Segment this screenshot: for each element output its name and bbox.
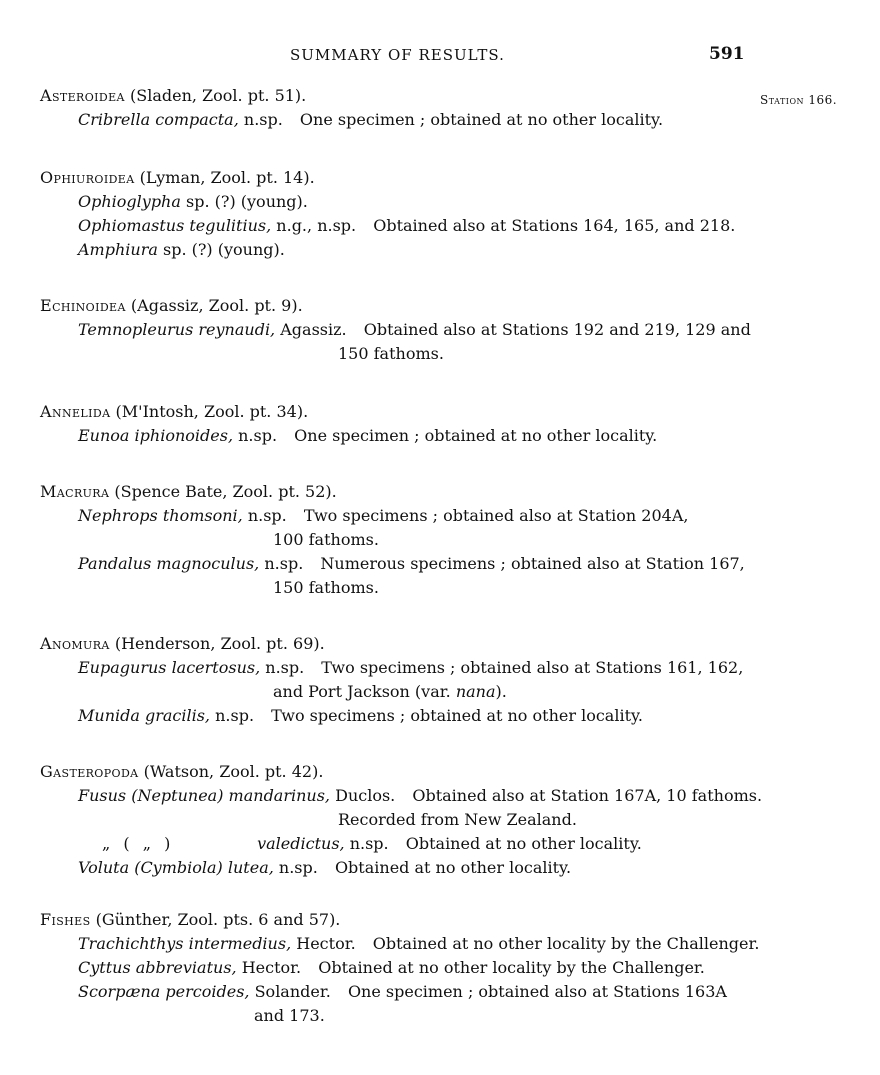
species-note: One specimen ; obtained also at Stations 163A <box>347 982 727 1001</box>
section-annelida <box>40 400 760 448</box>
species-entry <box>78 318 760 342</box>
note-continuation: 150 fathoms. <box>273 578 379 597</box>
species-name: Nephrops thomsoni, <box>78 506 243 525</box>
species-entry <box>78 656 760 680</box>
species-author: Hector. <box>241 958 302 977</box>
group-reference: (Henderson, Zool. pt. 69). <box>114 634 325 653</box>
group-name: Anomura <box>40 634 110 653</box>
species-entry <box>78 238 760 262</box>
species-name: Eunoa iphionoides, <box>78 426 234 445</box>
note-continuation: 100 fathoms. <box>273 530 379 549</box>
species-author: n.sp. <box>247 506 287 525</box>
species-note: Numerous specimens ; obtained also at Station 167, <box>320 554 745 573</box>
species-note: Obtained also at Stations 192 and 219, 129 and <box>363 320 751 339</box>
species-note: Obtained also at Stations 164, 165, and 218. <box>373 216 736 235</box>
species-entry <box>78 956 760 980</box>
note-continuation <box>273 680 760 704</box>
species-name: Cribrella compacta, <box>78 110 239 129</box>
species-author: sp. (?) (young). <box>162 240 285 259</box>
section-heading <box>40 480 760 504</box>
species-note: Two specimens ; obtained also at Station 204A, <box>303 506 689 525</box>
species-note: One specimen ; obtained at no other locality. <box>299 110 664 129</box>
section-heading <box>40 400 760 424</box>
group-name: Fishes <box>40 910 91 929</box>
note-continuation: Recorded from New Zealand. <box>338 810 577 829</box>
species-entry <box>78 784 763 808</box>
species-name: Amphiura <box>78 240 158 259</box>
species-entry <box>78 552 760 576</box>
section-gasteropoda <box>40 760 763 880</box>
section-heading <box>40 632 760 656</box>
species-name: Cyttus abbreviatus, <box>78 958 237 977</box>
species-author: n.sp. <box>349 834 389 853</box>
species-author: n.sp. <box>238 426 278 445</box>
species-name: Trachichthys intermedius, <box>78 934 292 953</box>
group-reference: (Sladen, Zool. pt. 51). <box>130 86 307 105</box>
species-name: Eupagurus lacertosus, <box>78 658 261 677</box>
species-author: n.sp. <box>215 706 255 725</box>
ditto-marks: „ ( „ ) <box>102 834 175 853</box>
group-reference: (Spence Bate, Zool. pt. 52). <box>114 482 337 501</box>
group-name: Annelida <box>40 402 111 421</box>
note-continuation: 150 fathoms. <box>338 344 444 363</box>
species-name: Munida gracilis, <box>78 706 211 725</box>
group-name: Asteroidea <box>40 86 125 105</box>
group-reference: (M'Intosh, Zool. pt. 34). <box>115 402 309 421</box>
group-name: Gasteropoda <box>40 762 139 781</box>
running-header: SUMMARY OF RESULTS. <box>290 46 505 64</box>
species-entry <box>78 108 760 132</box>
species-entry <box>78 504 760 528</box>
group-reference: (Günther, Zool. pts. 6 and 57). <box>95 910 341 929</box>
continuation-text: and Port Jackson (var. <box>273 682 451 701</box>
species-name: Ophioglypha <box>78 192 181 211</box>
species-name: Voluta (Cymbiola) lutea, <box>78 858 274 877</box>
species-author: sp. (?) (young). <box>186 192 308 211</box>
species-author: Duclos. <box>335 786 396 805</box>
page-number: 591 <box>709 44 745 64</box>
species-name: Fusus (Neptunea) mandarinus, <box>78 786 331 805</box>
species-entry <box>78 424 760 448</box>
species-note: Two specimens ; obtained at no other locality. <box>271 706 643 725</box>
species-note: Two specimens ; obtained also at Stations 161, 162, <box>321 658 744 677</box>
species-author: n.g., n.sp. <box>276 216 357 235</box>
section-echinoidea <box>40 294 760 366</box>
section-heading <box>40 294 760 318</box>
section-asteroidea <box>40 84 760 132</box>
species-author: n.sp. <box>265 658 305 677</box>
species-name: valedictus, <box>257 834 345 853</box>
species-note: Obtained also at Station 167A, 10 fathoms. <box>412 786 763 805</box>
group-reference: (Watson, Zool. pt. 42). <box>143 762 324 781</box>
species-name: Ophiomastus tegulitius, <box>78 216 272 235</box>
species-note: One specimen ; obtained at no other locality. <box>294 426 658 445</box>
species-name: Pandalus magnoculus, <box>78 554 260 573</box>
section-fishes <box>40 908 760 1028</box>
section-heading <box>40 166 760 190</box>
group-reference: (Lyman, Zool. pt. 14). <box>139 168 315 187</box>
species-entry <box>78 856 760 880</box>
species-entry <box>78 932 760 956</box>
section-macrura <box>40 480 760 600</box>
species-author: n.sp. <box>243 110 283 129</box>
species-entry <box>78 704 760 728</box>
section-anomura <box>40 632 760 728</box>
section-ophiuroidea <box>40 166 760 262</box>
note-continuation: and 173. <box>254 1006 325 1025</box>
species-entry <box>78 214 760 238</box>
species-author: Solander. <box>254 982 331 1001</box>
species-author: n.sp. <box>264 554 304 573</box>
species-name: Scorpæna percoides, <box>78 982 250 1001</box>
species-note: Obtained at no other locality by the Challenger. <box>318 958 705 977</box>
species-note: Obtained at no other locality. <box>334 858 572 877</box>
species-entry <box>102 832 760 856</box>
species-author: n.sp. <box>278 858 318 877</box>
variety-name: nana <box>455 682 496 701</box>
section-heading <box>40 908 760 932</box>
species-note: Obtained at no other locality by the Challenger. <box>372 934 760 953</box>
group-name: Ophiuroidea <box>40 168 135 187</box>
group-name: Macrura <box>40 482 110 501</box>
continuation-close: ). <box>495 682 507 701</box>
species-note: Obtained at no other locality. <box>405 834 642 853</box>
species-entry <box>78 190 760 214</box>
species-author: Agassiz. <box>280 320 347 339</box>
group-name: Echinoidea <box>40 296 126 315</box>
species-author: Hector. <box>296 934 356 953</box>
species-name: Temnopleurus reynaudi, <box>78 320 276 339</box>
species-entry <box>78 980 760 1004</box>
group-reference: (Agassiz, Zool. pt. 9). <box>130 296 303 315</box>
section-heading <box>40 84 760 108</box>
section-heading <box>40 760 760 784</box>
station-label: Station 166. <box>760 93 838 107</box>
